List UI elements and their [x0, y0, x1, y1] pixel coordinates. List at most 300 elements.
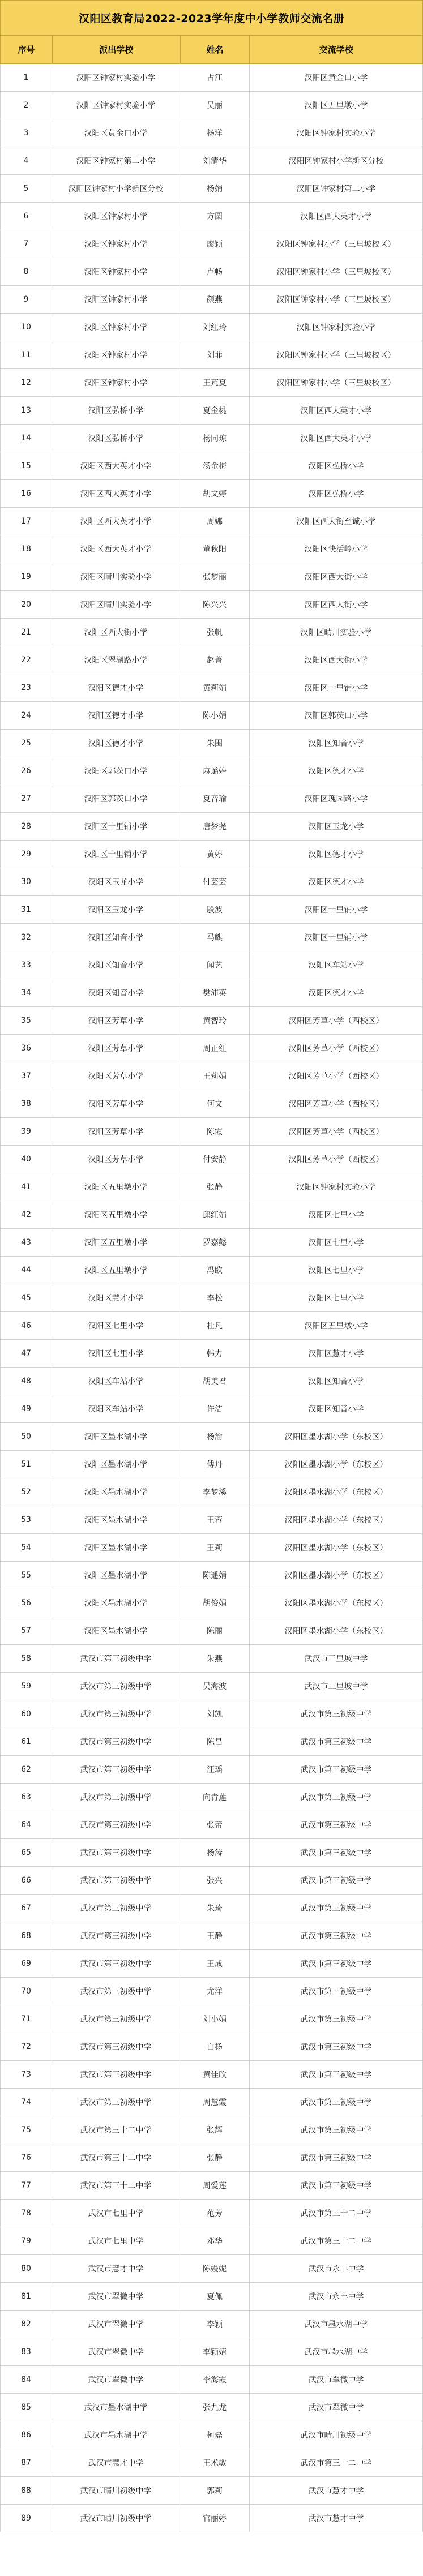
cell-index: 35	[0, 1007, 52, 1035]
cell-name: 张蕾	[180, 1811, 250, 1839]
cell-exchange-school: 汉阳区十里铺小学	[250, 674, 423, 702]
cell-name: 赵菁	[180, 646, 250, 674]
cell-index: 52	[0, 1478, 52, 1506]
cell-name: 张九龙	[180, 2394, 250, 2421]
cell-name: 李松	[180, 1284, 250, 1312]
cell-origin-school: 武汉市第三初级中学	[52, 2005, 180, 2033]
cell-name: 樊沛英	[180, 979, 250, 1007]
cell-origin-school: 汉阳区墨水湖小学	[52, 1534, 180, 1562]
table-row	[0, 2255, 423, 2283]
cell-name: 张兴	[180, 1867, 250, 1895]
cell-exchange-school: 武汉市第三初级中学	[250, 1867, 423, 1895]
cell-index: 37	[0, 1062, 52, 1090]
cell-origin-school: 汉阳区芳草小学	[52, 1007, 180, 1035]
table-row	[0, 1257, 423, 1284]
table-row	[0, 619, 423, 646]
table-row	[0, 646, 423, 674]
table-row	[0, 730, 423, 757]
table-row	[0, 1007, 423, 1035]
column-header-index: 序号	[1, 36, 53, 64]
cell-index: 81	[0, 2283, 52, 2311]
cell-origin-school: 汉阳区五里墩小学	[52, 1229, 180, 1257]
cell-exchange-school: 汉阳区钟家村实验小学	[250, 314, 423, 341]
table-row	[0, 674, 423, 702]
cell-exchange-school: 武汉市永丰中学	[250, 2255, 423, 2283]
cell-index: 55	[0, 1562, 52, 1589]
cell-origin-school: 汉阳区钟家村小学	[52, 258, 180, 286]
table-row	[0, 2033, 423, 2061]
cell-index: 4	[0, 147, 52, 175]
cell-origin-school: 汉阳区芳草小学	[52, 1090, 180, 1118]
table-row	[0, 841, 423, 868]
cell-name: 张静	[180, 1173, 250, 1201]
cell-exchange-school: 汉阳区墨水湖小学（东校区）	[250, 1451, 423, 1478]
cell-origin-school: 汉阳区西大英才小学	[52, 480, 180, 508]
cell-exchange-school: 汉阳区十里铺小学	[250, 896, 423, 924]
table-row	[0, 535, 423, 563]
cell-index: 2	[0, 92, 52, 119]
table-row	[0, 1562, 423, 1589]
cell-name: 李颖婧	[180, 2338, 250, 2366]
cell-origin-school: 汉阳区玉龙小学	[52, 868, 180, 896]
cell-origin-school: 武汉市第三初级中学	[52, 2033, 180, 2061]
cell-name: 何文	[180, 1090, 250, 1118]
cell-name: 陈兴兴	[180, 591, 250, 619]
cell-index: 39	[0, 1118, 52, 1146]
cell-index: 38	[0, 1090, 52, 1118]
cell-origin-school: 汉阳区弘桥小学	[52, 397, 180, 425]
table-row	[0, 92, 423, 119]
table-row	[0, 1756, 423, 1784]
table-row	[0, 1146, 423, 1173]
table-row	[0, 203, 423, 230]
cell-origin-school: 武汉市翠微中学	[52, 2283, 180, 2311]
table-row	[0, 591, 423, 619]
cell-origin-school: 汉阳区西大街小学	[52, 619, 180, 646]
cell-exchange-school: 武汉市三里坡中学	[250, 1673, 423, 1700]
cell-index: 88	[0, 2477, 52, 2505]
table-row	[0, 1867, 423, 1895]
table-row	[0, 175, 423, 203]
cell-origin-school: 武汉市第三初级中学	[52, 1700, 180, 1728]
table-row	[0, 2283, 423, 2311]
cell-origin-school: 汉阳区芳草小学	[52, 1035, 180, 1062]
cell-name: 柯磊	[180, 2421, 250, 2449]
cell-origin-school: 汉阳区墨水湖小学	[52, 1562, 180, 1589]
cell-name: 方圆	[180, 203, 250, 230]
cell-index: 84	[0, 2366, 52, 2394]
cell-exchange-school: 汉阳区西大街小学	[250, 591, 423, 619]
cell-origin-school: 武汉市第三十二中学	[52, 2116, 180, 2144]
cell-index: 23	[0, 674, 52, 702]
cell-exchange-school: 汉阳区知音小学	[250, 1368, 423, 1395]
cell-index: 66	[0, 1867, 52, 1895]
table-row	[0, 1700, 423, 1728]
cell-index: 22	[0, 646, 52, 674]
cell-index: 45	[0, 1284, 52, 1312]
cell-index: 76	[0, 2144, 52, 2172]
cell-exchange-school: 汉阳区墨水湖小学（东校区）	[250, 1617, 423, 1645]
cell-origin-school: 汉阳区翠湖路小学	[52, 646, 180, 674]
cell-index: 18	[0, 535, 52, 563]
cell-name: 陈嫚妮	[180, 2255, 250, 2283]
cell-index: 68	[0, 1922, 52, 1950]
cell-origin-school: 武汉市七里中学	[52, 2227, 180, 2255]
cell-index: 5	[0, 175, 52, 203]
cell-name: 唐梦尧	[180, 813, 250, 841]
cell-index: 25	[0, 730, 52, 757]
cell-index: 58	[0, 1645, 52, 1673]
cell-index: 13	[0, 397, 52, 425]
cell-origin-school: 汉阳区钟家村第二小学	[52, 147, 180, 175]
cell-name: 董秋阳	[180, 535, 250, 563]
cell-name: 冯欧	[180, 1257, 250, 1284]
table-row	[0, 2449, 423, 2477]
table-row	[0, 2061, 423, 2089]
cell-origin-school: 汉阳区墨水湖小学	[52, 1617, 180, 1645]
cell-index: 62	[0, 1756, 52, 1784]
cell-name: 陈丽	[180, 1617, 250, 1645]
cell-origin-school: 汉阳区钟家村小学新区分校	[52, 175, 180, 203]
cell-origin-school: 汉阳区德才小学	[52, 702, 180, 730]
cell-exchange-school: 汉阳区玉龙小学	[250, 813, 423, 841]
cell-name: 傅丹	[180, 1451, 250, 1478]
table-row	[0, 2172, 423, 2200]
cell-name: 朱围	[180, 730, 250, 757]
cell-exchange-school: 汉阳区墨水湖小学（东校区）	[250, 1589, 423, 1617]
table-row	[0, 314, 423, 341]
table-row	[0, 1645, 423, 1673]
cell-exchange-school: 汉阳区钟家村实验小学	[250, 119, 423, 147]
table-row	[0, 369, 423, 397]
cell-origin-school: 武汉市第三初级中学	[52, 2061, 180, 2089]
cell-index: 61	[0, 1728, 52, 1756]
cell-origin-school: 汉阳区西大英才小学	[52, 535, 180, 563]
cell-origin-school: 汉阳区十里铺小学	[52, 841, 180, 868]
cell-name: 杨同琼	[180, 425, 250, 452]
cell-index: 19	[0, 563, 52, 591]
cell-index: 36	[0, 1035, 52, 1062]
table-row	[0, 924, 423, 951]
cell-exchange-school: 汉阳区德才小学	[250, 979, 423, 1007]
column-header-exchange-school: 交流学校	[250, 36, 423, 64]
cell-origin-school: 汉阳区墨水湖小学	[52, 1506, 180, 1534]
cell-origin-school: 汉阳区慧才小学	[52, 1284, 180, 1312]
table-row	[0, 1284, 423, 1312]
table-row	[0, 2200, 423, 2227]
table-row	[0, 1173, 423, 1201]
cell-origin-school: 汉阳区郭茨口小学	[52, 757, 180, 785]
cell-origin-school: 武汉市第三初级中学	[52, 1950, 180, 1978]
table-row	[0, 2089, 423, 2116]
cell-exchange-school: 汉阳区芳草小学（西校区）	[250, 1035, 423, 1062]
cell-name: 胡美君	[180, 1368, 250, 1395]
table-row	[0, 1728, 423, 1756]
cell-origin-school: 汉阳区钟家村实验小学	[52, 92, 180, 119]
cell-exchange-school: 武汉市第三十二中学	[250, 2449, 423, 2477]
cell-exchange-school: 武汉市第三初级中学	[250, 1839, 423, 1867]
cell-index: 30	[0, 868, 52, 896]
cell-origin-school: 汉阳区五里墩小学	[52, 1257, 180, 1284]
cell-name: 陈小娟	[180, 702, 250, 730]
cell-index: 72	[0, 2033, 52, 2061]
cell-name: 官丽婷	[180, 2505, 250, 2532]
cell-origin-school: 汉阳区车站小学	[52, 1368, 180, 1395]
cell-origin-school: 汉阳区晴川实验小学	[52, 591, 180, 619]
table-header	[0, 36, 423, 64]
cell-index: 67	[0, 1895, 52, 1922]
table-row	[0, 1478, 423, 1506]
cell-origin-school: 武汉市第三初级中学	[52, 1839, 180, 1867]
cell-index: 41	[0, 1173, 52, 1201]
cell-exchange-school: 武汉市慧才中学	[250, 2505, 423, 2532]
cell-exchange-school: 武汉市第三初级中学	[250, 1922, 423, 1950]
cell-exchange-school: 武汉市第三初级中学	[250, 1895, 423, 1922]
cell-name: 刘菲	[180, 341, 250, 369]
cell-name: 罗嘉懿	[180, 1229, 250, 1257]
cell-origin-school: 汉阳区墨水湖小学	[52, 1451, 180, 1478]
cell-index: 50	[0, 1423, 52, 1451]
cell-exchange-school: 汉阳区德才小学	[250, 757, 423, 785]
cell-exchange-school: 汉阳区钟家村第二小学	[250, 175, 423, 203]
cell-exchange-school: 汉阳区车站小学	[250, 951, 423, 979]
cell-origin-school: 武汉市第三初级中学	[52, 1673, 180, 1700]
cell-origin-school: 汉阳区钟家村实验小学	[52, 64, 180, 92]
cell-exchange-school: 武汉市第三初级中学	[250, 2033, 423, 2061]
cell-name: 周慧霞	[180, 2089, 250, 2116]
table-row	[0, 2311, 423, 2338]
table-row	[0, 757, 423, 785]
cell-origin-school: 武汉市第三初级中学	[52, 1922, 180, 1950]
cell-origin-school: 汉阳区西大英才小学	[52, 452, 180, 480]
table-row	[0, 1839, 423, 1867]
cell-name: 刘凯	[180, 1700, 250, 1728]
table-row	[0, 1118, 423, 1146]
cell-index: 21	[0, 619, 52, 646]
cell-index: 83	[0, 2338, 52, 2366]
table-row	[0, 1978, 423, 2005]
cell-exchange-school: 汉阳区十里铺小学	[250, 924, 423, 951]
cell-index: 78	[0, 2200, 52, 2227]
cell-index: 89	[0, 2505, 52, 2532]
cell-exchange-school: 武汉市第三初级中学	[250, 2005, 423, 2033]
cell-exchange-school: 汉阳区知音小学	[250, 1395, 423, 1423]
cell-exchange-school: 汉阳区钟家村小学（三里坡校区）	[250, 230, 423, 258]
cell-name: 杨洋	[180, 119, 250, 147]
cell-name: 李颖	[180, 2311, 250, 2338]
cell-name: 黄莉娟	[180, 674, 250, 702]
cell-name: 王蓉	[180, 1506, 250, 1534]
cell-origin-school: 汉阳区墨水湖小学	[52, 1478, 180, 1506]
cell-exchange-school: 武汉市永丰中学	[250, 2283, 423, 2311]
cell-origin-school: 武汉市墨水湖中学	[52, 2394, 180, 2421]
cell-exchange-school: 武汉市第三初级中学	[250, 2089, 423, 2116]
cell-exchange-school: 汉阳区五里墩小学	[250, 1312, 423, 1340]
cell-exchange-school: 汉阳区芳草小学（西校区）	[250, 1062, 423, 1090]
table-row	[0, 452, 423, 480]
cell-exchange-school: 汉阳区芳草小学（西校区）	[250, 1118, 423, 1146]
cell-origin-school: 汉阳区墨水湖小学	[52, 1423, 180, 1451]
cell-index: 42	[0, 1201, 52, 1229]
cell-origin-school: 汉阳区钟家村小学	[52, 230, 180, 258]
table-row	[0, 896, 423, 924]
cell-name: 黄智玲	[180, 1007, 250, 1035]
table-row	[0, 2144, 423, 2172]
cell-exchange-school: 汉阳区德才小学	[250, 841, 423, 868]
table-row	[0, 2394, 423, 2421]
page-title: 汉阳区教育局2022-2023学年度中小学教师交流名册	[0, 0, 423, 36]
cell-name: 廖颖	[180, 230, 250, 258]
cell-name: 卢畅	[180, 258, 250, 286]
cell-exchange-school: 汉阳区黄金口小学	[250, 64, 423, 92]
cell-index: 85	[0, 2394, 52, 2421]
cell-name: 黄佳欣	[180, 2061, 250, 2089]
table-row	[0, 397, 423, 425]
cell-index: 27	[0, 785, 52, 813]
cell-index: 63	[0, 1784, 52, 1811]
cell-name: 郭莉	[180, 2477, 250, 2505]
cell-origin-school: 武汉市翠微中学	[52, 2366, 180, 2394]
cell-index: 82	[0, 2311, 52, 2338]
cell-exchange-school: 汉阳区西大英才小学	[250, 397, 423, 425]
cell-index: 51	[0, 1451, 52, 1478]
cell-name: 闻艺	[180, 951, 250, 979]
cell-name: 吴丽	[180, 92, 250, 119]
cell-exchange-school: 汉阳区西大街小学	[250, 563, 423, 591]
table-body	[0, 64, 423, 2532]
cell-exchange-school: 汉阳区钟家村小学（三里坡校区）	[250, 286, 423, 314]
cell-exchange-school: 武汉市墨水湖中学	[250, 2311, 423, 2338]
cell-name: 陈昌	[180, 1728, 250, 1756]
cell-name: 付安静	[180, 1146, 250, 1173]
cell-origin-school: 汉阳区黄金口小学	[52, 119, 180, 147]
cell-index: 15	[0, 452, 52, 480]
cell-exchange-school: 汉阳区七里小学	[250, 1229, 423, 1257]
cell-name: 邓华	[180, 2227, 250, 2255]
cell-name: 夏佩	[180, 2283, 250, 2311]
cell-index: 49	[0, 1395, 52, 1423]
cell-exchange-school: 汉阳区西大英才小学	[250, 203, 423, 230]
cell-index: 47	[0, 1340, 52, 1368]
cell-exchange-school: 武汉市第三初级中学	[250, 1728, 423, 1756]
cell-index: 64	[0, 1811, 52, 1839]
cell-origin-school: 武汉市晴川初级中学	[52, 2505, 180, 2532]
cell-name: 向青莲	[180, 1784, 250, 1811]
cell-index: 14	[0, 425, 52, 452]
cell-exchange-school: 武汉市第三初级中学	[250, 2144, 423, 2172]
cell-exchange-school: 汉阳区钟家村小学（三里坡校区）	[250, 369, 423, 397]
cell-exchange-school: 武汉市第三初级中学	[250, 2172, 423, 2200]
cell-name: 张辉	[180, 2116, 250, 2144]
cell-origin-school: 汉阳区德才小学	[52, 730, 180, 757]
table-row	[0, 1229, 423, 1257]
cell-exchange-school: 武汉市第三初级中学	[250, 1811, 423, 1839]
cell-name: 张帆	[180, 619, 250, 646]
cell-origin-school: 汉阳区七里小学	[52, 1312, 180, 1340]
table-row	[0, 1423, 423, 1451]
cell-origin-school: 武汉市第三初级中学	[52, 1811, 180, 1839]
table-row	[0, 1312, 423, 1340]
cell-exchange-school: 汉阳区郭茨口小学	[250, 702, 423, 730]
table-row	[0, 508, 423, 535]
cell-origin-school: 武汉市第三十二中学	[52, 2144, 180, 2172]
cell-index: 43	[0, 1229, 52, 1257]
cell-index: 29	[0, 841, 52, 868]
cell-index: 10	[0, 314, 52, 341]
cell-exchange-school: 武汉市第三初级中学	[250, 1784, 423, 1811]
cell-index: 73	[0, 2061, 52, 2089]
cell-name: 王莉	[180, 1534, 250, 1562]
cell-name: 李海霞	[180, 2366, 250, 2394]
cell-name: 麻璐婷	[180, 757, 250, 785]
cell-index: 32	[0, 924, 52, 951]
cell-exchange-school: 汉阳区西大街至诚小学	[250, 508, 423, 535]
cell-name: 李梦溪	[180, 1478, 250, 1506]
table-row	[0, 785, 423, 813]
cell-name: 吴海波	[180, 1673, 250, 1700]
cell-name: 陈霞	[180, 1118, 250, 1146]
cell-exchange-school: 汉阳区德才小学	[250, 868, 423, 896]
cell-name: 朱燕	[180, 1645, 250, 1673]
cell-origin-school: 武汉市第三初级中学	[52, 1867, 180, 1895]
cell-index: 69	[0, 1950, 52, 1978]
table-row	[0, 1340, 423, 1368]
cell-name: 刘红玲	[180, 314, 250, 341]
cell-index: 54	[0, 1534, 52, 1562]
cell-exchange-school: 汉阳区弘桥小学	[250, 452, 423, 480]
cell-name: 刘小娟	[180, 2005, 250, 2033]
cell-index: 8	[0, 258, 52, 286]
cell-index: 9	[0, 286, 52, 314]
table-row	[0, 2505, 423, 2532]
cell-index: 80	[0, 2255, 52, 2283]
table-row	[0, 1895, 423, 1922]
cell-index: 17	[0, 508, 52, 535]
cell-origin-school: 武汉市第三初级中学	[52, 1645, 180, 1673]
cell-exchange-school: 武汉市第三十二中学	[250, 2227, 423, 2255]
table-row	[0, 1062, 423, 1090]
table-row	[0, 425, 423, 452]
cell-name: 汪瑶	[180, 1756, 250, 1784]
table-row	[0, 979, 423, 1007]
cell-name: 刘清华	[180, 147, 250, 175]
cell-origin-school: 武汉市第三十二中学	[52, 2172, 180, 2200]
cell-exchange-school: 汉阳区西大街小学	[250, 646, 423, 674]
table-row	[0, 147, 423, 175]
cell-origin-school: 汉阳区钟家村小学	[52, 203, 180, 230]
cell-exchange-school: 汉阳区钟家村实验小学	[250, 1173, 423, 1201]
cell-name: 邱红娟	[180, 1201, 250, 1229]
cell-origin-school: 汉阳区墨水湖小学	[52, 1589, 180, 1617]
cell-index: 60	[0, 1700, 52, 1728]
cell-exchange-school: 汉阳区慧才小学	[250, 1340, 423, 1368]
table-row	[0, 1506, 423, 1534]
table-row	[0, 2338, 423, 2366]
cell-index: 53	[0, 1506, 52, 1534]
cell-exchange-school: 汉阳区七里小学	[250, 1201, 423, 1229]
cell-index: 77	[0, 2172, 52, 2200]
cell-index: 1	[0, 64, 52, 92]
cell-exchange-school: 武汉市第三初级中学	[250, 1950, 423, 1978]
cell-name: 陈遥娟	[180, 1562, 250, 1589]
cell-exchange-school: 汉阳区墨水湖小学（东校区）	[250, 1562, 423, 1589]
cell-origin-school: 武汉市第三初级中学	[52, 1756, 180, 1784]
cell-exchange-school: 汉阳区墨水湖小学（东校区）	[250, 1478, 423, 1506]
cell-exchange-school: 汉阳区墨水湖小学（东校区）	[250, 1534, 423, 1562]
cell-name: 杨娟	[180, 175, 250, 203]
table-row	[0, 64, 423, 92]
cell-name: 马麒	[180, 924, 250, 951]
